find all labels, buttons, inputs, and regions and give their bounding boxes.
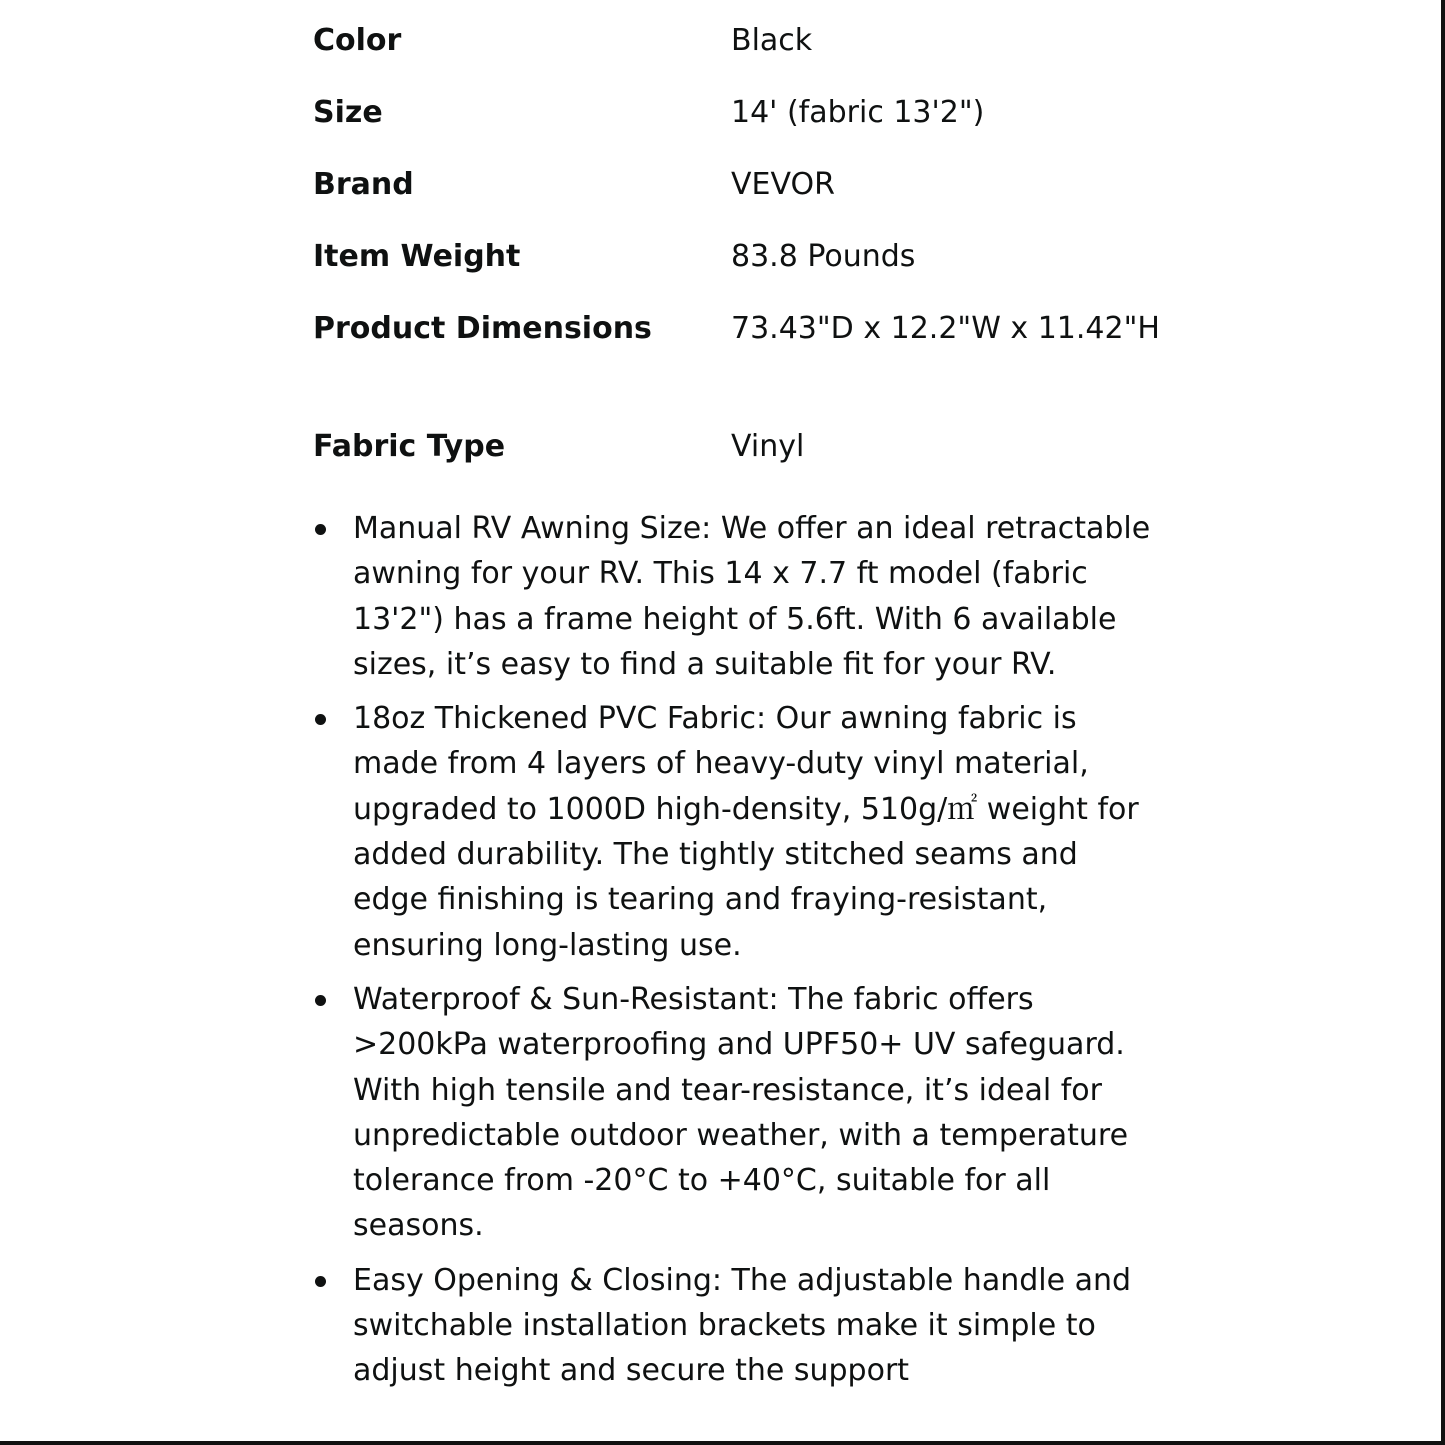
list-item bbox=[313, 977, 1153, 1249]
spec-label: Brand bbox=[313, 167, 414, 202]
spec-value: Vinyl bbox=[731, 429, 805, 464]
spec-label: Fabric Type bbox=[313, 429, 506, 464]
feature-bullet-list bbox=[313, 506, 1153, 1403]
bullet-text: 18oz Thickened PVC Fabric: Our awning fabric is made from 4 layers of heavy-duty vinyl material, upgraded to 1000D high-density, 510g/㎡ weight for added durability. The tightly stitched seams and edge finishing is tearing and fraying-resistant, ensuring long-lasting use. bbox=[353, 701, 1139, 963]
list-item bbox=[313, 1258, 1153, 1394]
bullet-dot-icon bbox=[315, 1276, 326, 1287]
spec-value: Black bbox=[731, 23, 813, 58]
spec-row-color bbox=[313, 18, 1173, 90]
bullet-text: Easy Opening & Closing: The adjustable handle and switchable installation brackets make it simple to adjust height and secure the support bbox=[353, 1262, 1132, 1389]
bullet-dot-icon bbox=[315, 524, 326, 535]
bullet-dot-icon bbox=[315, 995, 326, 1006]
spec-value: 83.8 Pounds bbox=[731, 239, 916, 274]
spec-value: 73.43"D x 12.2"W x 11.42"H bbox=[731, 311, 1160, 346]
list-item bbox=[313, 696, 1153, 968]
spec-value: VEVOR bbox=[731, 167, 835, 202]
list-item bbox=[313, 506, 1153, 687]
spec-label: Product Dimensions bbox=[313, 311, 652, 346]
spec-row-product-dimensions bbox=[313, 306, 1173, 424]
spec-label: Item Weight bbox=[313, 239, 521, 274]
spec-row-fabric-type bbox=[313, 424, 1173, 496]
spec-row-brand bbox=[313, 162, 1173, 234]
spec-label: Color bbox=[313, 23, 402, 58]
product-specs-table bbox=[313, 18, 1173, 496]
bullet-dot-icon bbox=[315, 714, 326, 725]
spec-value: 14' (fabric 13'2") bbox=[731, 95, 985, 130]
spec-row-size bbox=[313, 90, 1173, 162]
bullet-text: Manual RV Awning Size: We offer an ideal retractable awning for your RV. This 14 x 7.7 ft model (fabric 13'2") has a frame height of 5.6ft. With 6 available sizes, it’s easy to find a suitable fit for your RV. bbox=[353, 511, 1151, 682]
bullet-text: Waterproof & Sun-Resistant: The fabric offers >200kPa waterproofing and UPF50+ UV safeguard. With high tensile and tear-resistance, it’s ideal for unpredictable outdoor weather, with a temperature tolerance from -20°C to +40°C, suitable for all seasons. bbox=[353, 981, 1129, 1244]
spec-row-item-weight bbox=[313, 234, 1173, 306]
spec-label: Size bbox=[313, 95, 383, 130]
